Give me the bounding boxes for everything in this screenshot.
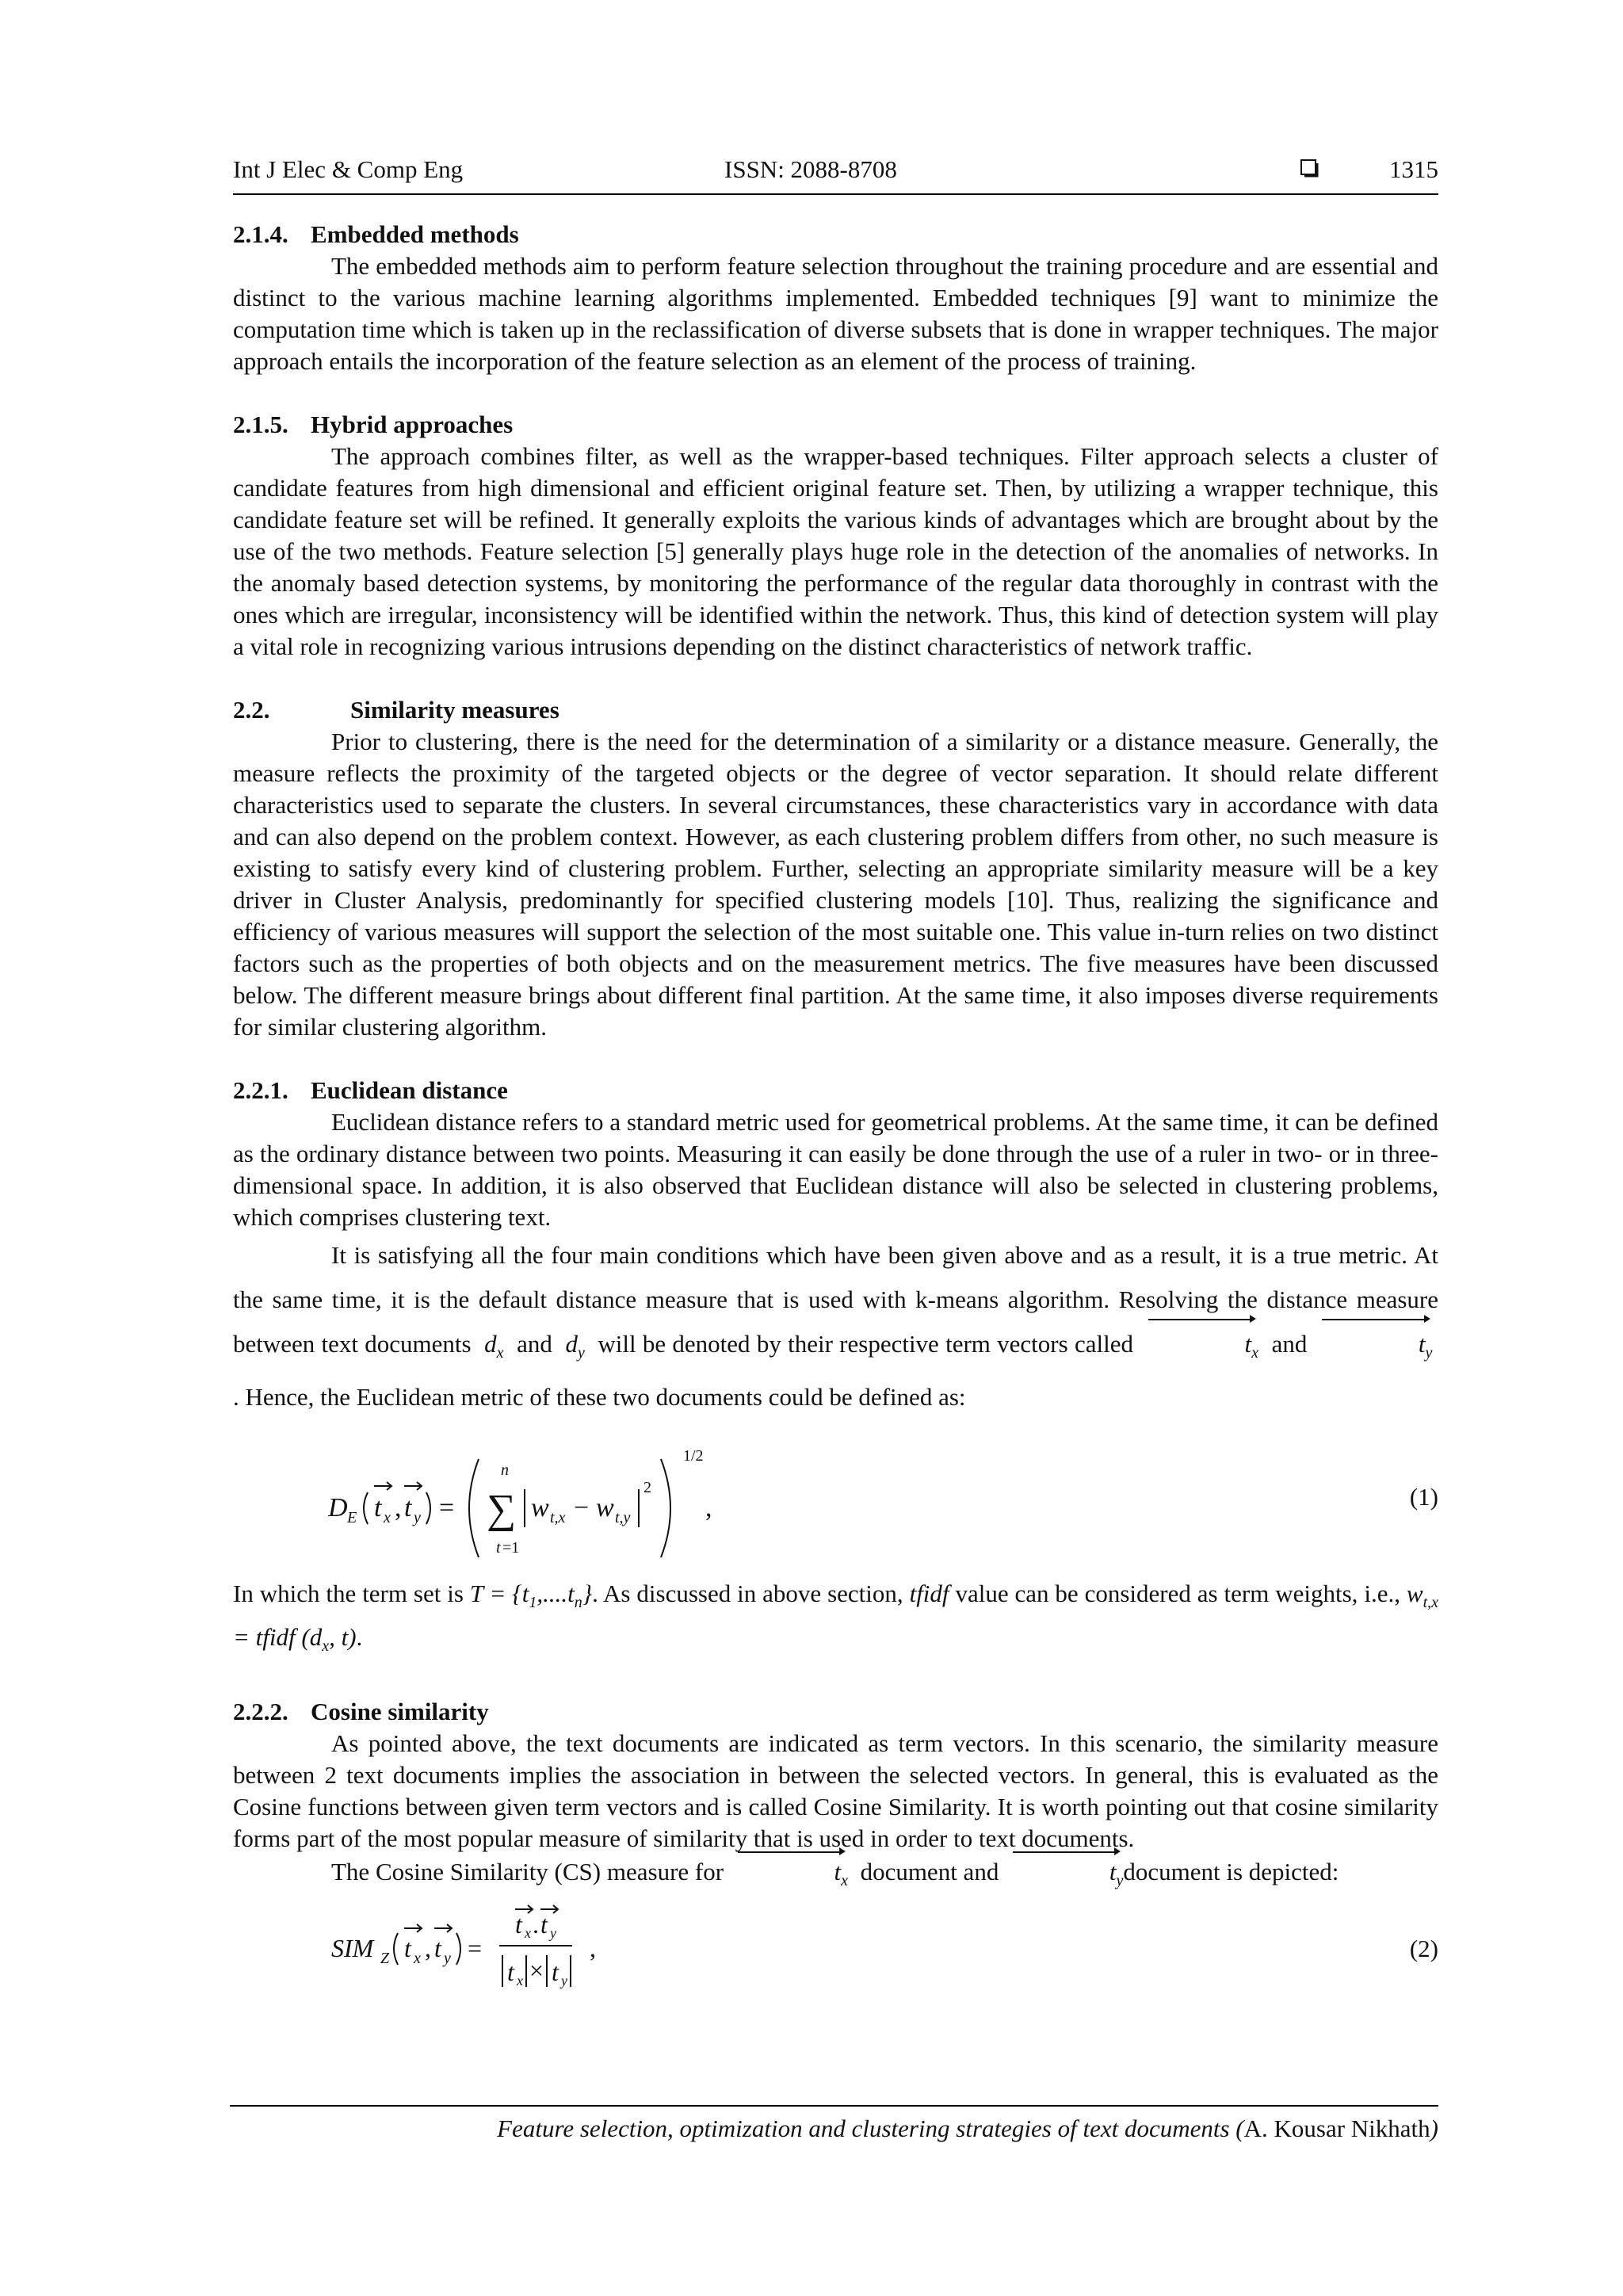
svg-text:,: , (705, 1493, 712, 1523)
svg-text:=: = (439, 1493, 455, 1523)
euclidean-formula (328, 1419, 804, 1576)
svg-text:Z: Z (380, 1949, 390, 1967)
svg-text:t: t (374, 1493, 382, 1523)
section-heading-2-1-4: 2.1.4. Embedded methods (233, 220, 519, 248)
svg-text:t,x: t,x (550, 1509, 566, 1527)
journal-name: Int J Elec & Comp Eng (233, 155, 464, 183)
equation-number-1: (1) (1409, 1483, 1438, 1511)
footer-close: ) (1430, 2115, 1438, 2142)
svg-text:t: t (496, 1539, 501, 1557)
svg-text:=1: =1 (502, 1539, 520, 1557)
footer-title: Feature selection, optimization and clustering strategies of text documents ( (497, 2115, 1244, 2142)
svg-text:,: , (395, 1493, 402, 1523)
box-icon (1300, 159, 1320, 179)
svg-text:x: x (384, 1509, 391, 1527)
equation-number-2: (2) (1409, 1934, 1438, 1962)
svg-text:t: t (552, 1957, 559, 1986)
svg-text:×: × (529, 1955, 544, 1985)
svg-text:−: − (574, 1493, 590, 1523)
paragraph-euclidean-2: It is satisfying all the four main conditions which have been given above and as a result, it is a true metric. At the same time, it is the default distance measure that is used with k-means algorithm. Resolving the distance measure between text documents $d_x$ and $d_y$ will be denoted by their respective term vectors called $t_x$ and $t_y$ . Hence, the Euclidean metric of these two documents could be defined as: (233, 1241, 1438, 1412)
paragraph-cosine-2: The Cosine Similarity (CS) measure for $t_x$ document and $t_ydocument$ is depicted: (233, 1855, 1438, 1898)
svg-text:=: = (468, 1933, 483, 1962)
paragraph-cosine-1: As pointed above, the text documents are indicated as term vectors. In this scenario, the similarity measure between 2 text documents implies the association in between the selected vectors. In general, this is evaluated as the Cosine functions between given term vectors and is called Cosine Similarity. It is worth pointing out that cosine similarity forms part of the most popular measure of similarity that is used in order to text documents. (233, 1729, 1438, 1852)
svg-text:1/2: 1/2 (683, 1447, 704, 1465)
math-ty: $t_y$ (1314, 1330, 1439, 1358)
svg-text:y: y (550, 1924, 556, 1941)
svg-text:t: t (515, 1909, 522, 1939)
footer-author: A. Kousar Nikhath (1243, 2115, 1430, 2142)
paragraph-embedded: The embedded methods aim to perform feature selection throughout the training procedure and are essential and distinct to the various machine learning algorithms implemented. Embedded techniques [9] want to minimize the computation time which is taken up in the reclassification of diverse subsets that is done in wrapper techniques. The major approach entails the incorporation of the feature selection as an element of the process of training. (233, 252, 1438, 375)
page-number: 1315 (1389, 155, 1438, 183)
svg-text:t: t (404, 1493, 412, 1523)
math-tfidf: tfidf (909, 1580, 949, 1608)
svg-text:y: y (561, 1972, 567, 1988)
svg-text:x: x (517, 1972, 523, 1988)
section-heading-2-2-1: 2.2.1. Euclidean distance (233, 1076, 508, 1104)
math-dy: $d_y$ (559, 1330, 585, 1362)
math-term-set: $T = \{t_1,....t_n\}$ (469, 1580, 593, 1612)
math-tx: $t_x$ (1140, 1330, 1265, 1358)
svg-text:w: w (531, 1493, 549, 1523)
math-weight: $w_{t,x}$ = tfidf ($d_x$, t) (233, 1580, 1439, 1656)
svg-text:∑: ∑ (487, 1487, 517, 1533)
running-footer (230, 2105, 1438, 2143)
svg-text:n: n (501, 1461, 509, 1480)
issn: ISSN: 2088-8708 (724, 155, 897, 183)
paragraph-term-set: In which the term set is $T = \{t_1,....t_n\}$. As discussed in above section, tfidf value can be considered as term weights, i.e., $w_{t,x}$ = tfidf ($d_x$, t). (233, 1580, 1439, 1656)
svg-text:t: t (404, 1933, 411, 1962)
math-tx-2: $t_x$ (730, 1858, 854, 1885)
svg-text:t: t (540, 1909, 548, 1939)
svg-text:,: , (425, 1933, 431, 1962)
equation-2 (233, 1898, 1438, 2001)
section-heading-2-2-2: 2.2.2. Cosine similarity (233, 1697, 489, 1725)
svg-text:D: D (328, 1493, 348, 1523)
equation-1 (233, 1419, 1438, 1576)
svg-text:y: y (444, 1949, 451, 1967)
svg-text:w: w (596, 1493, 614, 1523)
math-ty-2: $t_y$ (1005, 1858, 1123, 1885)
running-header (233, 155, 1438, 195)
svg-text:x: x (414, 1949, 421, 1967)
svg-text:t: t (507, 1957, 514, 1986)
svg-text:E: E (347, 1509, 357, 1527)
paragraph-similarity: Prior to clustering, there is the need for the determination of a similarity or a distance measure. Generally, the measure reflects the proximity of the targeted objects or the degree of vector separation. It should relate different characteristics used to separate the clusters. In several circumstances, these characteristics vary in accordance with data and can also depend on the problem context. However, as each clustering problem differs from other, no such measure is existing to satisfy every kind of clustering problem. Further, selecting an appropriate similarity measure will be a key driver in Cluster Analysis, predominantly for specified clustering models [10]. Thus, realizing the significance and efficiency of various measures will support the selection of the most suitable one. This value in-turn relies on two distinct factors such as the properties of both objects and on the measurement metrics. The five measures have been discussed below. The different measure brings about different final partition. At the same time, it also imposes diverse requirements for similar clustering algorithm. (233, 728, 1438, 1041)
svg-text:,: , (590, 1933, 596, 1962)
main-content (233, 219, 1438, 2001)
paragraph-euclidean-1: Euclidean distance refers to a standard metric used for geometrical problems. At the same time, it can be defined as the ordinary distance between two points. Measuring it can easily be done through the use of a ruler in two- or in three-dimensional space. In addition, it is also observed that Euclidean distance will also be selected in clustering problems, which comprises clustering text. (233, 1108, 1438, 1231)
svg-text:.: . (533, 1909, 539, 1939)
svg-text:t,y: t,y (615, 1509, 631, 1527)
paragraph-hybrid: The approach combines filter, as well as the wrapper-based techniques. Filter approach selects a cluster of candidate features from high dimensional and efficient original feature set. Then, by utilizing a wrapper technique, this candidate feature set will be refined. It generally exploits the various kinds of advantages which are brought about by the use of the two methods. Feature selection [5] generally plays huge role in the detection of the anomalies of networks. In the anomaly based detection systems, by monitoring the performance of the regular data thoroughly in contrast with the ones which are irregular, inconsistency will be identified within the network. Thus, this kind of detection system will play a vital role in recognizing various intrusions depending on the distinct characteristics of network traffic. (233, 442, 1438, 660)
svg-text:SIM: SIM (331, 1933, 374, 1962)
section-heading-2-2: 2.2. Similarity measures (233, 696, 559, 724)
section-heading-2-1-5: 2.1.5. Hybrid approaches (233, 411, 514, 438)
math-dx: $d_x$ (477, 1330, 504, 1362)
svg-text:t: t (434, 1933, 441, 1962)
svg-text:x: x (525, 1924, 531, 1941)
svg-text:y: y (414, 1509, 421, 1527)
cosine-formula (331, 1898, 743, 2001)
svg-text:2: 2 (643, 1479, 651, 1497)
